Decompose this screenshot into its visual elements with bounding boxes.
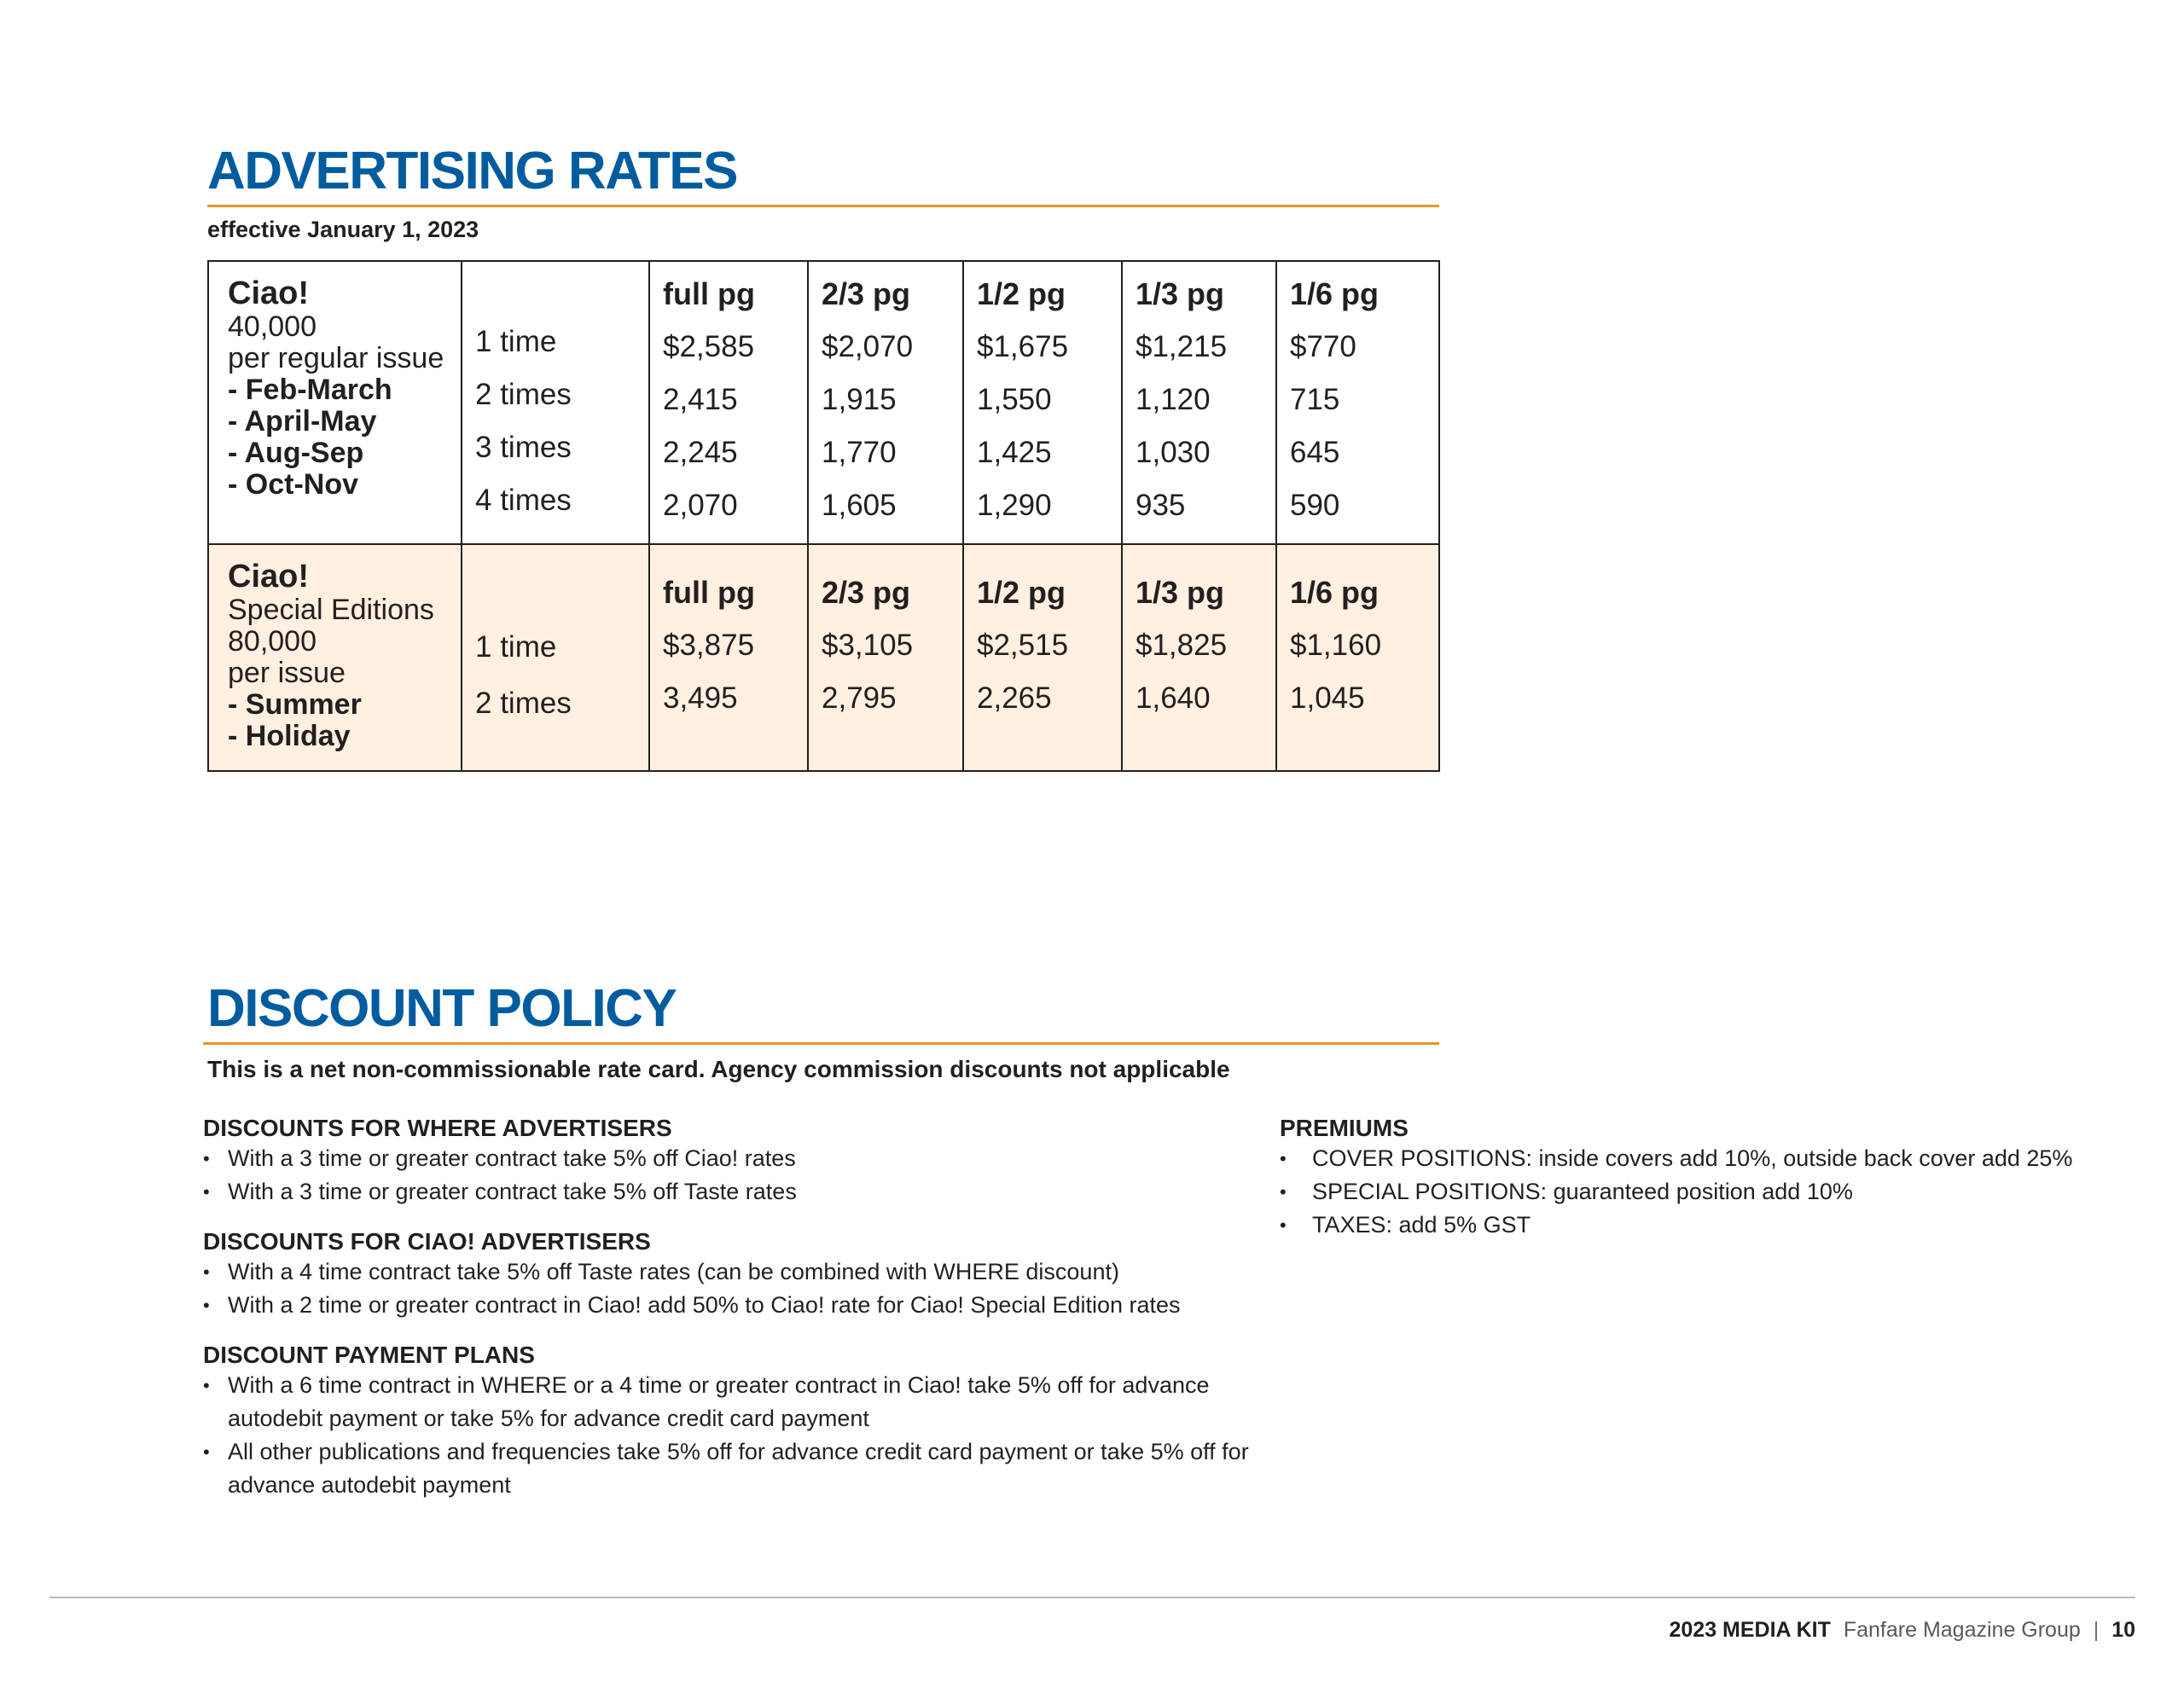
list-item-text: With a 3 time or greater contract take 5% off Ciao! rates	[228, 1145, 796, 1171]
rate-value: $2,585	[663, 330, 755, 363]
rate-value: $2,515	[977, 629, 1069, 662]
column-header: 1/2 pg	[977, 276, 1066, 311]
frequency-label: 1 time	[475, 630, 557, 664]
issue-label: - Feb-March	[228, 374, 392, 406]
rate-column-sixth-pg	[1276, 544, 1439, 771]
rate-value: $1,215	[1136, 330, 1228, 363]
list-item	[1280, 1142, 2099, 1175]
publication-circulation-note: per issue	[228, 657, 346, 689]
list-item	[203, 1369, 1261, 1435]
list-item-text: COVER POSITIONS: inside covers add 10%, outside back cover add 25%	[1312, 1145, 2073, 1171]
column-header: 2/3 pg	[822, 575, 911, 610]
list-item-text: With a 2 time or greater contract in Ciao! add 50% to Ciao! rate for Ciao! Special Edition rates	[228, 1292, 1181, 1318]
list-item-text: With a 3 time or greater contract take 5% off Taste rates	[228, 1179, 797, 1204]
publication-cell	[208, 544, 462, 771]
issue-label: - Oct-Nov	[228, 468, 358, 501]
discount-group-where	[203, 1115, 1261, 1209]
list-item	[1280, 1175, 2099, 1209]
column-header: 1/3 pg	[1136, 276, 1225, 311]
publication-name: Ciao!	[228, 275, 309, 311]
rates-title: ADVERTISING RATES	[207, 142, 737, 200]
rate-value: 1,915	[822, 383, 897, 416]
rate-value: 1,425	[977, 436, 1052, 469]
premiums-heading: PREMIUMS	[1280, 1115, 1409, 1141]
rate-column-full-pg	[649, 261, 808, 544]
issue-label: - Holiday	[228, 720, 351, 752]
rates-row-special-editions	[208, 544, 1439, 771]
rate-value: 645	[1290, 436, 1340, 469]
rate-column-third-pg	[1122, 261, 1276, 544]
rate-value: 3,495	[663, 681, 738, 715]
rate-value: 2,265	[977, 681, 1052, 715]
column-header: 2/3 pg	[822, 276, 911, 311]
rate-value: 1,120	[1136, 383, 1211, 416]
rate-value: $3,105	[822, 629, 914, 662]
page-number: 10	[2111, 1618, 2135, 1642]
rate-value: 935	[1136, 489, 1186, 522]
rate-column-full-pg	[649, 544, 808, 771]
discount-intro: This is a net non-commissionable rate card. Agency commission discounts not applicable	[207, 1056, 1230, 1082]
rate-value: 1,045	[1290, 681, 1365, 715]
rate-value: 590	[1290, 489, 1340, 522]
rate-value: 1,605	[822, 489, 897, 522]
rate-value: 1,640	[1136, 681, 1211, 715]
publication-circulation-note: per regular issue	[228, 342, 444, 374]
bullet-icon: •	[203, 1148, 210, 1169]
column-header: 1/3 pg	[1136, 575, 1225, 610]
bullet-icon: •	[203, 1295, 210, 1316]
rate-column-third-pg	[1122, 544, 1276, 771]
column-header: 1/2 pg	[977, 575, 1066, 610]
rate-column-two-thirds-pg	[808, 544, 963, 771]
discount-group-heading: DISCOUNTS FOR CIAO! ADVERTISERS	[203, 1228, 651, 1255]
bullet-icon: •	[1280, 1215, 1287, 1236]
rate-value: $3,875	[663, 629, 755, 662]
list-item-text: All other publications and frequencies take 5% off for advance credit card payment or take 5% off for advance autodebit payment	[228, 1439, 1249, 1498]
frequency-label: 2 times	[475, 378, 572, 411]
frequency-label: 4 times	[475, 484, 572, 517]
bullet-icon: •	[203, 1181, 210, 1203]
footer-separator: |	[2093, 1618, 2100, 1642]
rate-value: 2,070	[663, 489, 738, 522]
column-header: full pg	[663, 575, 755, 610]
rates-title-rule	[207, 205, 1439, 207]
issue-label: - April-May	[228, 405, 377, 438]
discount-group-ciao	[203, 1228, 1261, 1322]
rate-column-half-pg	[963, 261, 1122, 544]
list-item-text: TAXES: add 5% GST	[1312, 1212, 1531, 1238]
issue-label: - Aug-Sep	[228, 437, 364, 469]
rate-value: 2,245	[663, 436, 738, 469]
discount-title-rule	[203, 1042, 1439, 1045]
list-item	[1280, 1209, 2099, 1242]
frequency-cell	[462, 544, 649, 771]
discount-groups	[203, 1115, 1261, 1502]
rate-value: $1,160	[1290, 629, 1382, 662]
column-header: full pg	[663, 276, 755, 311]
bullet-icon: •	[1280, 1148, 1287, 1169]
rates-table	[207, 260, 1438, 772]
rate-value: 1,030	[1136, 436, 1211, 469]
publication-edition: Special Editions	[228, 594, 434, 626]
list-item-text: SPECIAL POSITIONS: guaranteed position add 10%	[1312, 1179, 1853, 1204]
publication-circulation: 40,000	[228, 310, 317, 343]
column-header: 1/6 pg	[1290, 575, 1380, 610]
publication-name: Ciao!	[228, 559, 309, 594]
rates-effective-date: effective January 1, 2023	[207, 217, 479, 242]
rate-value: $770	[1290, 330, 1356, 363]
list-item	[203, 1142, 1261, 1175]
list-item	[203, 1175, 1261, 1209]
rate-value: 2,795	[822, 681, 897, 715]
bullet-icon: •	[203, 1261, 210, 1283]
publication-cell	[208, 261, 462, 544]
column-header: 1/6 pg	[1290, 276, 1380, 311]
publication-circulation: 80,000	[228, 625, 317, 658]
rate-value: $1,675	[977, 330, 1069, 363]
discount-group-payment-plans	[203, 1342, 1261, 1502]
bullet-icon: •	[203, 1441, 210, 1463]
list-item	[203, 1435, 1261, 1502]
frequency-label: 3 times	[475, 431, 572, 464]
rate-value: 1,290	[977, 489, 1052, 522]
premiums	[1280, 1115, 2099, 1242]
frequency-label: 1 time	[475, 325, 557, 358]
discount-group-heading: DISCOUNT PAYMENT PLANS	[203, 1342, 535, 1368]
rate-column-two-thirds-pg	[808, 261, 963, 544]
rate-value: $2,070	[822, 330, 914, 363]
footer-group-name: Fanfare Magazine Group	[1843, 1618, 2081, 1642]
footer	[1669, 1618, 2135, 1643]
footer-media-kit: 2023 MEDIA KIT	[1669, 1618, 1831, 1642]
issue-label: - Summer	[228, 688, 362, 721]
rate-value: 715	[1290, 383, 1340, 416]
list-item	[203, 1289, 1261, 1322]
rate-value: 2,415	[663, 383, 738, 416]
rate-value: $1,825	[1136, 629, 1228, 662]
rate-column-half-pg	[963, 544, 1122, 771]
list-item	[203, 1255, 1261, 1289]
rates-row-regular	[208, 261, 1439, 544]
frequency-cell	[462, 261, 649, 544]
rate-value: 1,550	[977, 383, 1052, 416]
list-item-text: With a 6 time contract in WHERE or a 4 time or greater contract in Ciao! take 5% off for advance autodebit payment or take 5% for advance credit card payment	[228, 1372, 1210, 1431]
rate-column-sixth-pg	[1276, 261, 1439, 544]
footer-rule	[49, 1597, 2135, 1598]
bullet-icon: •	[1280, 1181, 1287, 1203]
list-item-text: With a 4 time contract take 5% off Taste rates (can be combined with WHERE discount)	[228, 1259, 1119, 1284]
discount-group-heading: DISCOUNTS FOR WHERE ADVERTISERS	[203, 1115, 672, 1141]
rate-value: 1,770	[822, 436, 897, 469]
frequency-label: 2 times	[475, 687, 572, 720]
discount-title: DISCOUNT POLICY	[207, 979, 677, 1038]
bullet-icon: •	[203, 1375, 210, 1396]
